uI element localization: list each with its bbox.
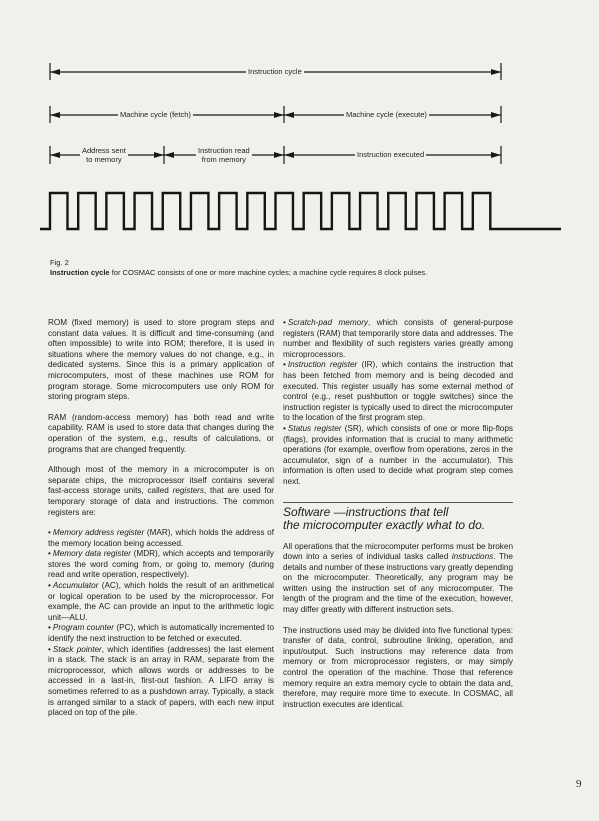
instruction-read-label bbox=[196, 146, 252, 164]
address-arrowhead-right bbox=[154, 152, 164, 158]
page-number: 9 bbox=[576, 778, 582, 790]
ram-paragraph: RAM (random-access memory) has both read and write capability. RAM is used to store data that changes during the operation of the system, e.g., results of calculations, or programs that are changed frequently. bbox=[48, 412, 274, 454]
registers-intro-paragraph bbox=[48, 465, 274, 518]
address-sent-line2: to memory bbox=[86, 155, 122, 164]
list-item: • Scratch-pad memory, which consists of general-purpose registers (RAM) that temporarily store data and addresses. The number and flexibility of such registers varies greatly among microprocessors. bbox=[283, 318, 513, 359]
software-p1-a: All operations that the microcomputer performs must be broken down into a series of individual tasks called bbox=[283, 541, 513, 562]
address-arrowhead-left bbox=[50, 152, 60, 158]
fetch-arrowhead-left bbox=[50, 112, 60, 118]
list-item-term: Memory data register bbox=[52, 549, 132, 559]
read-arrowhead-right bbox=[274, 152, 284, 158]
subhead-line2: the microcomputer exactly what to do. bbox=[283, 517, 486, 532]
list-item-term: Scratch-pad memory bbox=[287, 318, 369, 327]
list-item-text: (MAR), which holds the address of the memory location being accessed. bbox=[48, 528, 274, 548]
instruction-read-line2: from memory bbox=[201, 155, 246, 164]
fetch-arrowhead-right bbox=[274, 112, 284, 118]
list-item-text: (SR), which consists of one or more flip-flops (flags), provides information that is crucial to many arithmetic operations (for example, overflow from operations, zeros in the accumulator, sign of a number in the accumulator). This information is often used to decide what program step comes next. bbox=[283, 423, 513, 486]
read-arrowhead-left bbox=[164, 152, 174, 158]
list-item-term: Status register bbox=[287, 423, 342, 433]
list-item-text: , which identifies (addresses) the last element in a stack. The stack is an array in RAM, separate from the microprocessor, which allows words or addresses to be accessed in a last-in, first-out fashion. A LIFO array is sometimes referred to as a pushdown array. Typically, a stack is arranged similar to a stack of papers, with each new input placed on top of the pile. bbox=[48, 644, 274, 718]
list-item-term: Stack pointer bbox=[52, 644, 102, 654]
list-item: • Status register (SR), which consists of one or more flip-flops (flags), provides information that is crucial to many arithmetic operations (for example, overflow from operations, zeros in the accumulator, sign of a number in the accumulator). This information is often used to decide what program step comes next. bbox=[283, 423, 513, 486]
instruction-cycle-label: Instruction cycle bbox=[248, 67, 302, 76]
instruction-cycle-figure bbox=[0, 0, 599, 290]
execute-arrowhead-right bbox=[491, 112, 501, 118]
register-list-right bbox=[283, 318, 513, 488]
list-item: • Accumulator (AC), which holds the result of an arithmetical or logical operation to be used by the microprocessor. For example, the AC can provide an input to the arithmetic logic unit—ALU. bbox=[48, 581, 274, 622]
register-list-left bbox=[48, 528, 274, 719]
executed-arrowhead-left bbox=[284, 152, 294, 158]
clock-pulse-waveform bbox=[40, 193, 561, 229]
machine-cycle-execute-label: Machine cycle (execute) bbox=[346, 110, 427, 119]
instruction-executed-label: Instruction executed bbox=[357, 150, 425, 159]
address-sent-label bbox=[80, 146, 128, 164]
executed-arrowhead-right bbox=[491, 152, 501, 158]
figure-caption bbox=[50, 258, 560, 278]
list-item-text: (MDR), which accepts and temporarily stores the word coming from, or going to, memory (during read and write operation, respectively). bbox=[48, 549, 274, 580]
timing-diagram bbox=[0, 0, 599, 260]
clock-pulse-train bbox=[40, 193, 561, 229]
list-item: • Memory data register (MDR), which accepts and temporarily stores the word coming from, or going to, memory (during read and write operation, respectively). bbox=[48, 549, 274, 580]
instruction-read-line1: Instruction read bbox=[198, 146, 250, 155]
list-item-term: Instruction register bbox=[287, 360, 358, 370]
software-section-heading bbox=[283, 502, 513, 532]
list-item: • Instruction register (IR), which contains the instruction that has been fetched from memory and is being decoded and executed. This register usually has some external method of control (e.g., reset pushbutton or toggle switches) since the instruction register is typically used to direct the microcomputer to the location of the first program step. bbox=[283, 360, 513, 423]
registers-intro-b: , that are used for temporary storage of data and instructions. The common registers are: bbox=[48, 486, 274, 517]
address-sent-line1: Address sent bbox=[82, 146, 126, 155]
subhead-line1: Software —instructions that tell bbox=[283, 504, 449, 519]
instruction-cycle-arrowhead-left bbox=[50, 69, 60, 75]
machine-cycle-fetch-label: Machine cycle (fetch) bbox=[120, 110, 191, 119]
caption-text bbox=[50, 268, 560, 278]
software-paragraph-1 bbox=[283, 542, 513, 616]
list-item-term: Program counter bbox=[52, 623, 114, 633]
software-paragraph-2: The instructions used may be divided into five functional types: transfer of data, control, subroutine linking, operation, and input/output. Such instructions may reference data from memory or from microprocessor registers, or may simply control the operation of the machine. Those that reference memory require an extra memory cycle to obtain the data and, therefore, may require more time to execute. In COSMAC, all instruction executes are identical. bbox=[283, 625, 513, 709]
list-item-text: (IR), which contains the instruction that has been fetched from memory and is being decoded and executed. This register usually has some external method of control (e.g., reset pushbutton or toggle switches) since the instruction register is typically used to direct the microcomputer to the location of the first program step. bbox=[283, 360, 513, 423]
list-item-text: (AC), which holds the result of an arithmetical or logical operation to be used by the microprocessor. For example, the AC can provide an input to the arithmetic logic unit—ALU. bbox=[48, 581, 274, 622]
instructions-term: instructions bbox=[451, 552, 494, 562]
execute-arrowhead-left bbox=[284, 112, 294, 118]
right-text-column bbox=[283, 318, 513, 720]
left-text-column bbox=[48, 318, 274, 729]
list-item: • Program counter (PC), which is automatically incremented to identify the next instruction to be fetched or executed. bbox=[48, 623, 274, 644]
list-item-term: Accumulator bbox=[52, 581, 99, 591]
figure-number: Fig. 2 bbox=[50, 258, 69, 267]
list-item-text: (PC), which is automatically incremented to identify the next instruction to be fetched or executed. bbox=[48, 623, 274, 644]
list-item-term: Memory address register bbox=[52, 528, 145, 538]
software-p1-b: . The details and number of these instructions vary greatly depending on the microcomputer. Theoretically, any program may be written using the instruction set of any microcomputer. The length of the program and the time of the execution, however, may differ greatly with different instruction sets. bbox=[283, 552, 513, 615]
registers-term: registers bbox=[172, 486, 204, 496]
registers-intro-a: Although most of the memory in a microcomputer is on separate chips, the microprocessor itself contains several fast-access storage units, called bbox=[48, 465, 274, 496]
list-item: • Memory address register (MAR), which holds the address of the memory location being accessed. bbox=[48, 528, 274, 548]
caption-title: Instruction cycle bbox=[50, 268, 110, 277]
instruction-cycle-arrowhead-right bbox=[491, 69, 501, 75]
list-item: • Stack pointer, which identifies (addresses) the last element in a stack. The stack is an array in RAM, separate from the microprocessor, which allows words or addresses to be accessed in a last-in, first-out fashion. A LIFO array is sometimes referred to as a pushdown array. Typically, a stack is arranged similar to a stack of papers, with each new input placed on top of the pile. bbox=[48, 644, 274, 718]
caption-body: for COSMAC consists of one or more machine cycles; a machine cycle requires 8 clock pulses. bbox=[109, 268, 428, 277]
list-item-text: , which consists of general-purpose registers (RAM) that temporarily store data and addresses. The number and flexibility of such registers varies greatly among microprocessors. bbox=[283, 318, 513, 359]
rom-paragraph: ROM (fixed memory) is used to store program steps and constant data values. It is difficult and time-consuming (and often impossible) to write into ROM; therefore, it is used in situations where the memory values do not change, e.g., in dedicated systems. Since this is a primary application of microcomputers, most of these machines use ROM for program storage. Some microcomputers use only ROM for storing program steps. bbox=[48, 318, 274, 402]
